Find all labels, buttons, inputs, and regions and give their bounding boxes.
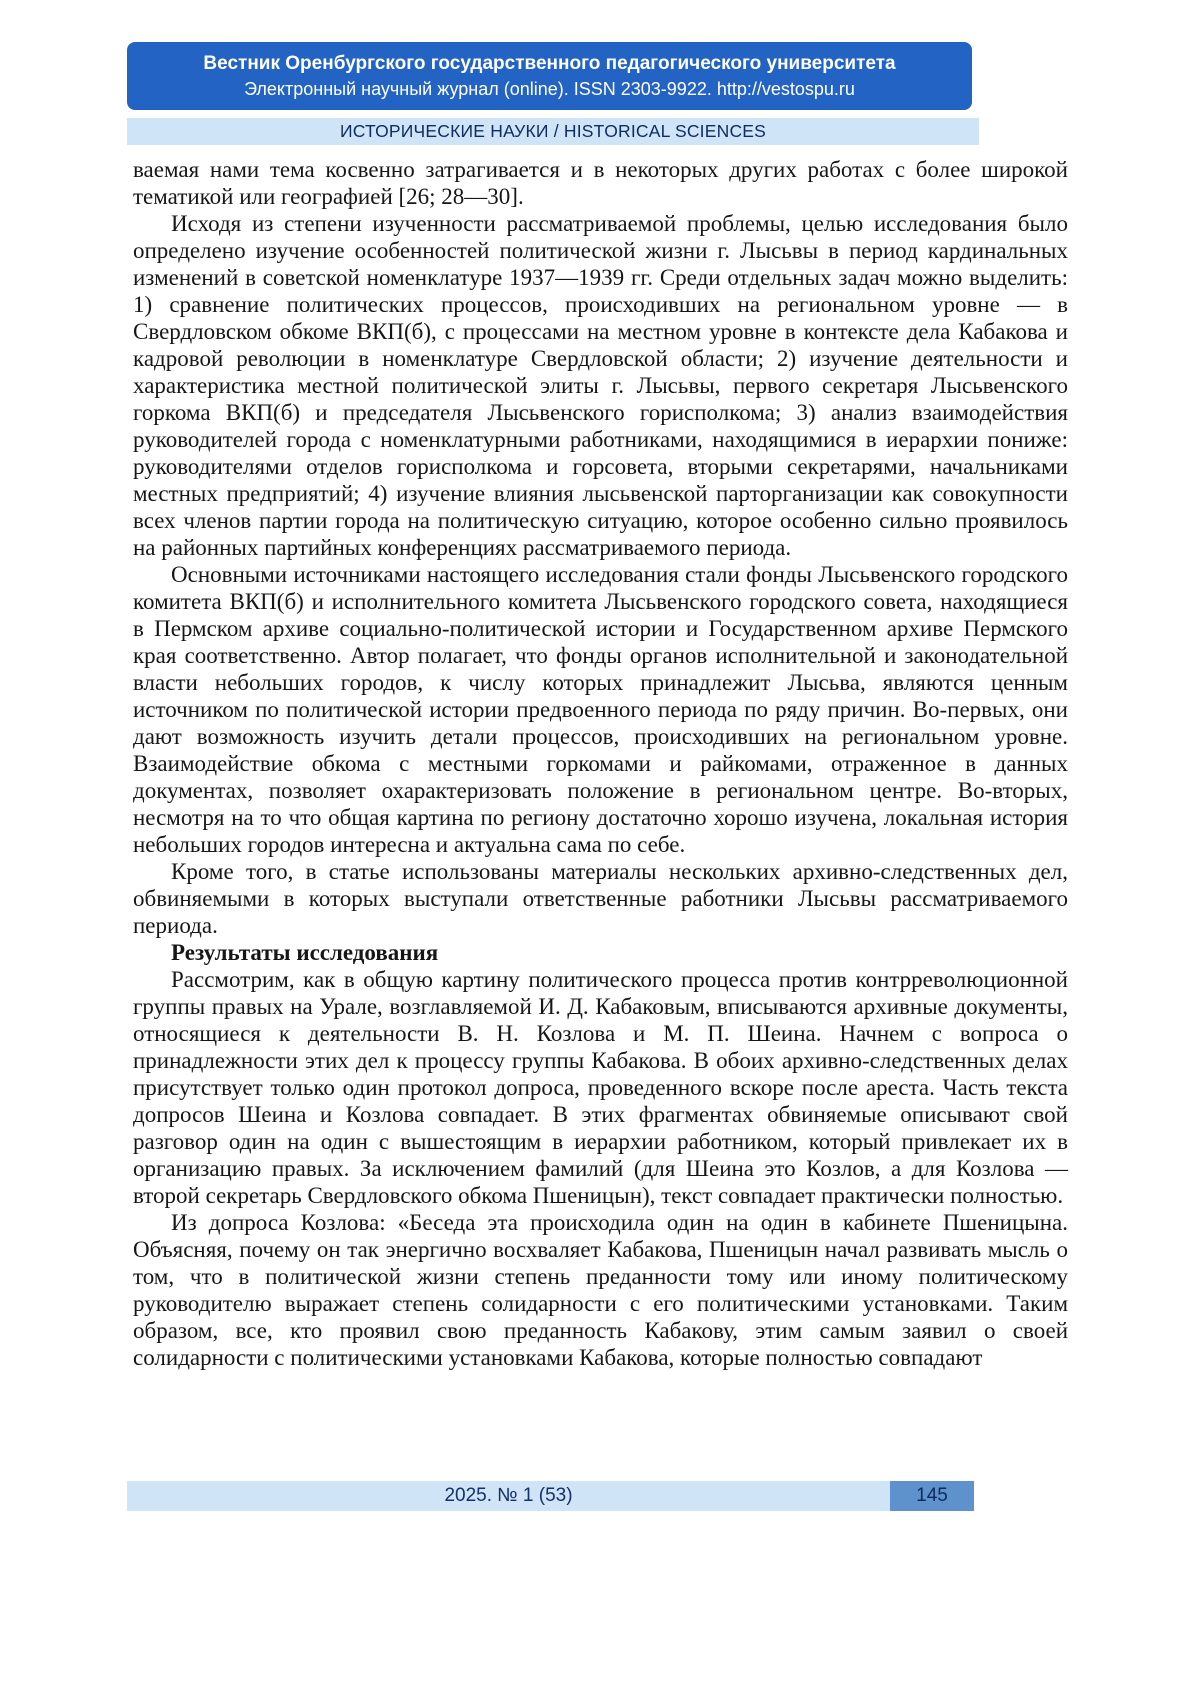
- article-paragraph: Рассмотрим, как в общую картину политического процесса против контрреволюционной группы правых на Урале, возглавляемой И. Д. Кабаковым, вписываются архивные документы, относящиеся к деятельности В. Н. Козлова и М. П. Шеина. Начнем с вопроса о принадлежности этих дел к процессу группы Кабакова. В обоих архивно-следственных делах присутствует только один протокол допроса, проведенного вскоре после ареста. Часть текста допросов Шеина и Козлова совпадает. В этих фрагментах обвиняемые описывают свой разговор один на один с вышестоящим в иерархии работником, который привлекает их в организацию правых. За исключением фамилий (для Шеина это Козлов, а для Козлова — второй секретарь Свердловского обкома Пшеницын), текст совпадает практически полностью.: [133, 967, 1068, 1208]
- page-number: 145: [916, 1485, 948, 1506]
- article-paragraph: Основными источниками настоящего исследования стали фонды Лысьвенского городского комитета ВКП(б) и исполнительного комитета Лысьвенского городского совета, находящиеся в Пермском архиве социально-политической истории и Государственном архиве Пермского края соответственно. Автор полагает, что фонды органов исполнительной и законодательной власти небольших городов, к числу которых принадлежит Лысьва, являются ценным источником по политической истории предвоенного периода по ряду причин. Во-первых, они дают возможность изучить детали процессов, происходивших на региональном уровне. Взаимодействие обкома с местными горкомами и райкомами, отраженное в данных документах, позволяет охарактеризовать положение в региональном центре. Во-вторых, несмотря на то что общая картина по региону достаточно хорошо изучена, локальная история небольших городов интересна и актуальна сама по себе.: [133, 562, 1068, 857]
- results-heading: Результаты исследования: [171, 940, 439, 965]
- article-paragraph-continuation: ваемая нами тема косвенно затрагивается и в некоторых других работах с более широкой тематикой или географией [26; 28—30].: [133, 157, 1068, 209]
- journal-header: [127, 42, 972, 110]
- article-body: [133, 156, 1068, 1371]
- journal-subtitle: Электронный научный журнал (online). ISSN 2303-9922. http://vestospu.ru: [244, 78, 855, 99]
- section-header-bar: [127, 118, 979, 145]
- issue-label: 2025. № 1 (53): [444, 1485, 573, 1506]
- footer-issue-bar: [127, 1481, 890, 1511]
- article-paragraph: Исходя из степени изученности рассматриваемой проблемы, целью исследования было определено изучение особенностей политической жизни г. Лысьвы в период кардинальных изменений в советской номенклатуре 1937—1939 гг. Среди отдельных задач можно выделить: 1) сравнение политических процессов, происходивших на региональном уровне — в Свердловском обкоме ВКП(б), с процессами на местном уровне в контексте дела Кабакова и кадровой революции в номенклатуре Свердловской области; 2) изучение деятельности и характеристика местной политической элиты г. Лысьвы, первого секретаря Лысьвенского горкома ВКП(б) и председателя Лысьвенского горисполкома; 3) анализ взаимодействия руководителей города с номенклатурными работниками, находящимися в иерархии пониже: руководителями отделов горисполкома и горсовета, вторыми секретарями, начальниками местных предприятий; 4) изучение влияния лысьвенской парторганизации как совокупности всех членов партии города на политическую ситуацию, которое особенно сильно проявилось на районных партийных конференциях рассматриваемого периода.: [133, 211, 1068, 560]
- journal-title: Вестник Оренбургского государственного педагогического университета: [203, 52, 896, 74]
- page-number-box: [890, 1481, 974, 1511]
- section-title: ИСТОРИЧЕСКИЕ НАУКИ / HISTORICAL SCIENCES: [339, 121, 767, 141]
- article-paragraph: Кроме того, в статье использованы материалы нескольких архивно-следственных дел, обвиняемыми в которых выступали ответственные работники Лысьвы рассматриваемого периода.: [133, 859, 1068, 938]
- article-paragraph: Из допроса Козлова: «Беседа эта происходила один на один в кабинете Пшеницына. Объясняя, почему он так энергично восхваляет Кабакова, Пшеницын начал развивать мысль о том, что в политической жизни степень преданности тому или иному политическому руководителю выражает степень солидарности с его политическими установками. Таким образом, все, кто проявил свою преданность Кабакову, этим самым заявил о своей солидарности с политическими установками Кабакова, которые полностью совпадают: [133, 1210, 1068, 1370]
